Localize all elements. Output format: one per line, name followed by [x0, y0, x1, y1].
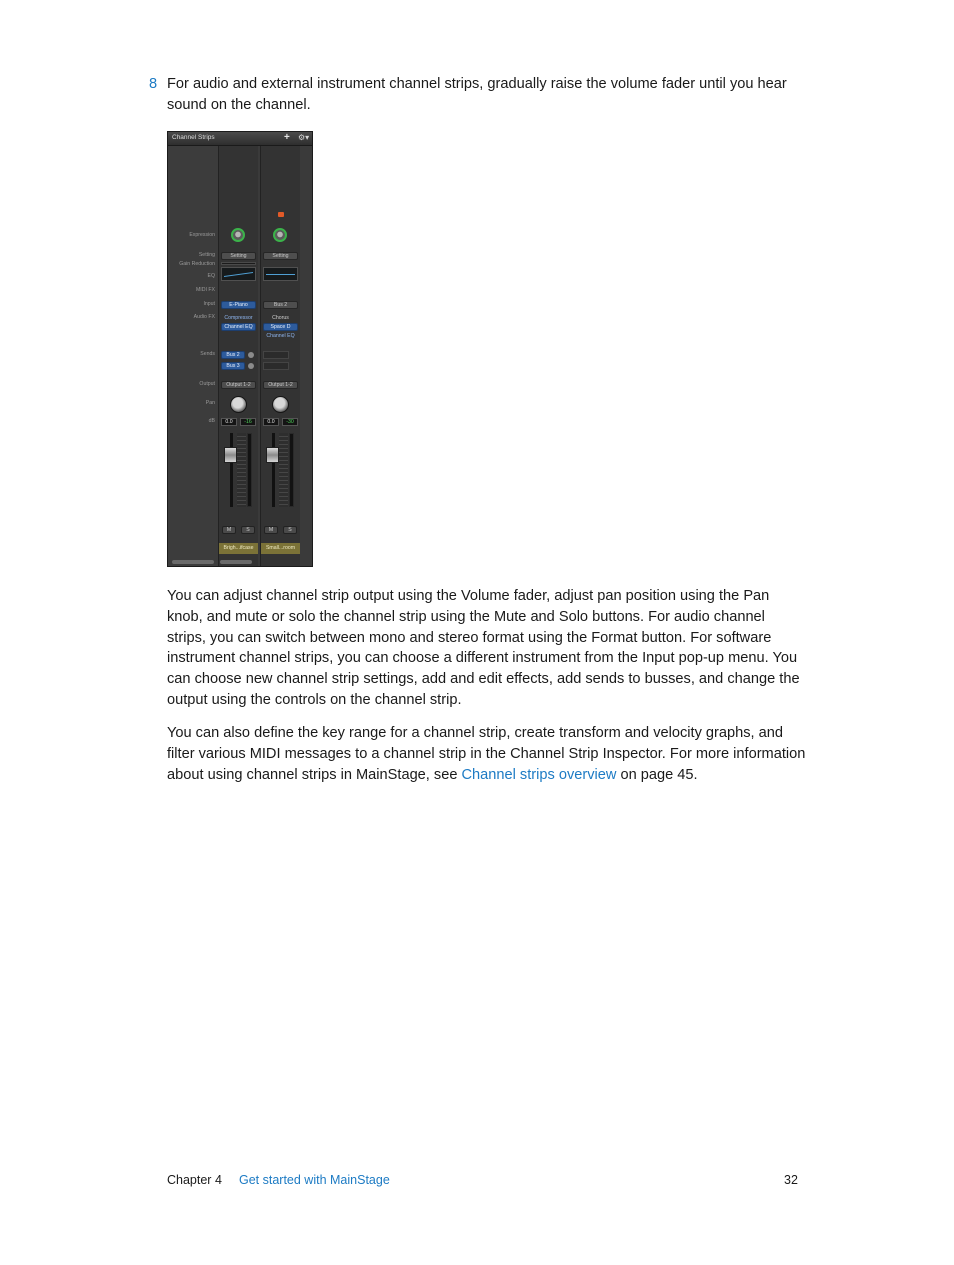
- volume-db-display: 0.0: [263, 418, 279, 426]
- level-scale: [279, 433, 288, 507]
- pan-knob[interactable]: [230, 396, 247, 413]
- setting-button[interactable]: Setting: [221, 252, 256, 260]
- expression-knob[interactable]: [273, 228, 287, 242]
- audio-fx-slot[interactable]: Channel EQ: [266, 333, 295, 339]
- label-input: Input: [203, 301, 215, 307]
- input-slot[interactable]: Bus 2: [263, 301, 298, 309]
- label-gain-reduction: Gain Reduction: [179, 261, 215, 267]
- mute-button[interactable]: M: [222, 526, 236, 534]
- send-slot-empty[interactable]: [263, 362, 289, 370]
- expression-knob[interactable]: [231, 228, 245, 242]
- audio-fx-slot[interactable]: Space D: [263, 323, 298, 331]
- volume-fader-track[interactable]: [230, 433, 233, 507]
- label-sends: Sends: [200, 351, 215, 357]
- label-eq: EQ: [207, 273, 215, 279]
- record-icon[interactable]: [278, 212, 284, 217]
- send-level-knob[interactable]: [248, 352, 254, 358]
- audio-fx-slot[interactable]: Channel EQ: [221, 323, 256, 331]
- footer-chapter-link[interactable]: Get started with MainStage: [239, 1173, 390, 1187]
- volume-fader-track[interactable]: [272, 433, 275, 507]
- label-output: Output: [199, 381, 215, 387]
- send-slot-empty[interactable]: [263, 351, 289, 359]
- volume-db-display: 0.0: [221, 418, 237, 426]
- pan-knob[interactable]: [272, 396, 289, 413]
- paragraph-channel-strip-inspector: [167, 723, 807, 785]
- label-expression: Expression: [189, 232, 215, 238]
- mute-button[interactable]: M: [264, 526, 278, 534]
- step-text: For audio and external instrument channel strips, gradually raise the volume fader until you hear sound on the channel.: [167, 76, 787, 113]
- gear-icon[interactable]: ⚙▾: [298, 133, 310, 142]
- label-audio-fx: Audio FX: [193, 314, 215, 320]
- level-meter: [247, 433, 252, 507]
- paragraph-text: You can also define the key range for a channel strip, create transform and velocity graphs, and filter various MIDI messages to a channel strip in the Channel Strip Inspector. For more information about using channel strips in MainStage, see: [167, 725, 806, 783]
- eq-display[interactable]: [221, 267, 256, 281]
- level-scale: [237, 433, 246, 507]
- send-slot[interactable]: Bus 3: [221, 362, 245, 370]
- send-slot[interactable]: Bus 2: [221, 351, 245, 359]
- label-midi-fx: MIDI FX: [195, 287, 215, 293]
- channel-strip-name[interactable]: Brigh...ifcase: [219, 543, 258, 554]
- volume-fader-handle[interactable]: [266, 447, 279, 463]
- audio-fx-slot[interactable]: Chorus: [272, 315, 289, 321]
- volume-fader-handle[interactable]: [224, 447, 237, 463]
- label-db: dB: [208, 418, 215, 424]
- channel-strip-1: [218, 146, 258, 566]
- eq-display[interactable]: [263, 267, 298, 281]
- footer-chapter: Chapter 4: [167, 1173, 222, 1187]
- setting-button[interactable]: Setting: [263, 252, 298, 260]
- row-labels: [168, 146, 218, 566]
- peak-db-display: -16: [240, 418, 256, 426]
- channel-strips-overview-link[interactable]: Channel strips overview: [461, 766, 617, 783]
- channel-strips-figure: [167, 131, 313, 567]
- channel-strips-header: [168, 132, 312, 146]
- gain-reduction-meter: [221, 262, 256, 265]
- channel-strip-name[interactable]: Small...room: [261, 543, 300, 554]
- paragraph-text: on page 45.: [616, 766, 698, 783]
- label-setting: Setting: [198, 252, 215, 258]
- send-level-knob[interactable]: [248, 363, 254, 369]
- step-number: 8: [149, 76, 158, 92]
- horizontal-scrollbar[interactable]: [172, 560, 214, 564]
- solo-button[interactable]: S: [283, 526, 297, 534]
- channel-strip-2: [260, 146, 300, 566]
- output-slot[interactable]: Output 1-2: [263, 381, 298, 389]
- output-slot[interactable]: Output 1-2: [221, 381, 256, 389]
- solo-button[interactable]: S: [241, 526, 255, 534]
- footer-page-number: 32: [784, 1173, 798, 1187]
- paragraph-channel-strip-controls: You can adjust channel strip output using the Volume fader, adjust pan position using the Pan knob, and mute or solo the channel strip using the Mute and Solo buttons. For audio channel strips, you can switch between mono and stereo format using the Format button. For software instrument channel strips, you can choose a different instrument from the Input pop-up menu. You can choose new channel strip settings, add and edit effects, add sends to busses, and change the output using the controls on the channel strip.: [167, 588, 800, 708]
- peak-db-display: -30: [282, 418, 298, 426]
- audio-fx-slot[interactable]: Compressor: [224, 315, 253, 321]
- level-meter: [289, 433, 294, 507]
- horizontal-scrollbar[interactable]: [220, 560, 252, 564]
- label-pan: Pan: [205, 400, 215, 406]
- add-channel-strip-icon[interactable]: +: [284, 132, 290, 143]
- input-slot[interactable]: E-Piano: [221, 301, 256, 309]
- channel-strips-title: Channel Strips: [172, 134, 215, 141]
